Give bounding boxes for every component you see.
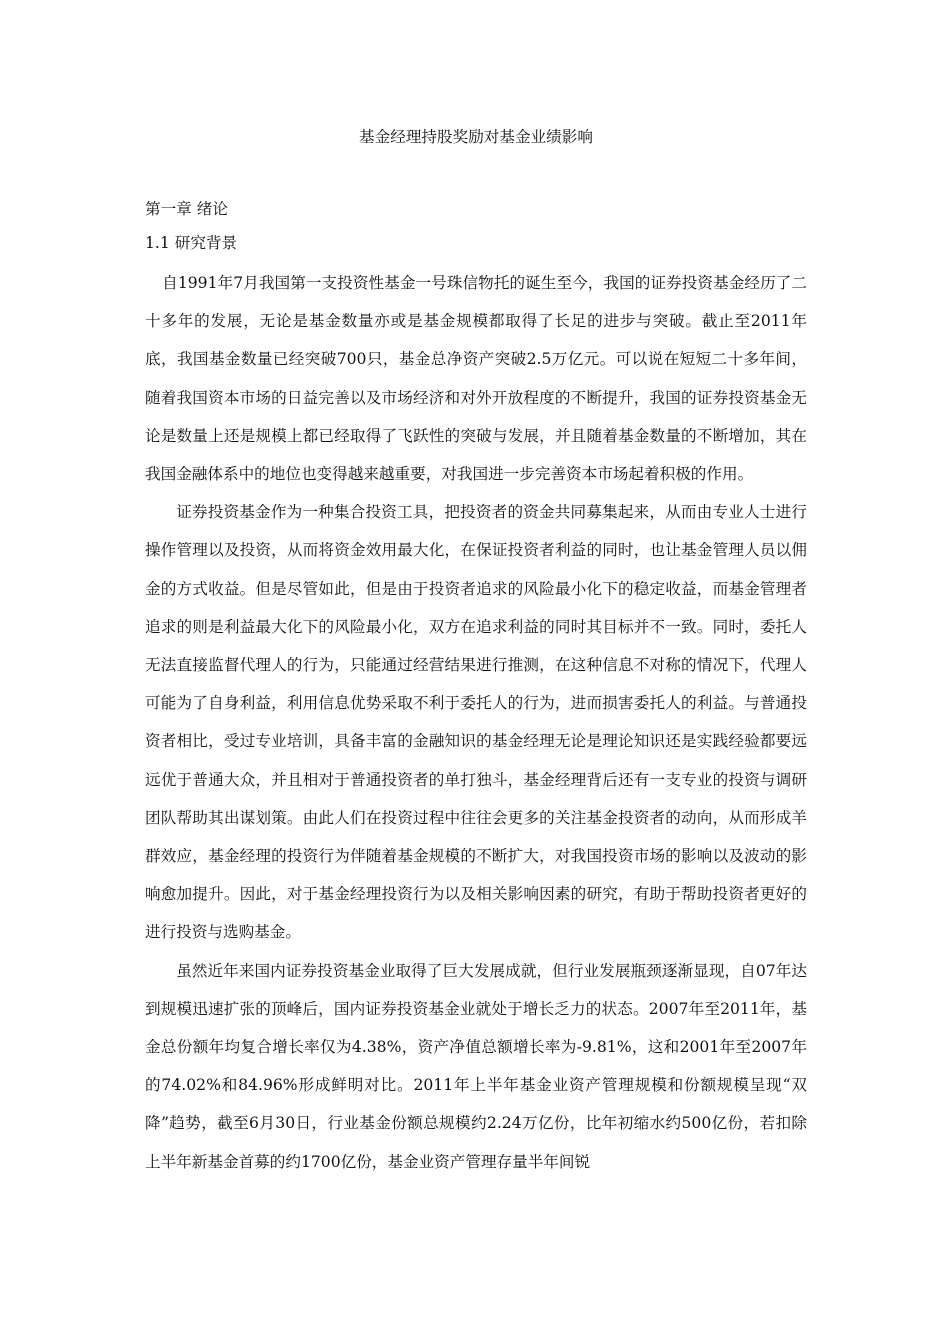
paragraph: 自1991年7月我国第一支投资性基金一号珠信物托的诞生至今，我国的证券投资基金经历了二十多年的发展，无论是基金数量亦或是基金规模都取得了长足的进步与突破。截止至2011年底，我国基金数量已经突破700只，基金总净资产突破2.5万亿元。可以说在短短二十多年间，随着我国资本市场的日益完善以及市场经济和对外开放程度的不断提升，我国的证券投资基金无论是数量上还是规模上都已经取得了飞跃性的突破与发展，并且随着基金数量的不断增加，其在我国金融体系中的地位也变得越来越重要，对我国进一步完善资本市场起着积极的作用。 bbox=[145, 274, 807, 484]
paragraph: 证券投资基金作为一种集合投资工具，把投资者的资金共同募集起来，从而由专业人士进行操作管理以及投资，从而将资金效用最大化，在保证投资者利益的同时，也让基金管理人员以佣金的方式收益。但是尽管如此，但是由于投资者追求的风险最小化下的稳定收益，而基金管理者追求的则是利益最大化下的风险最小化，双方在追求利益的同时其目标并不一致。同时，委托人无法直接监督代理人的行为，只能通过经营结果进行推测，在这种信息不对称的情况下，代理人可能为了自身利益，利用信息优势采取不利于委托人的行为，进而损害委托人的利益。与普通投资者相比，受过专业培训，具备丰富的金融知识的基金经理无论是理论知识还是实践经验都要远远优于普通大众，并且相对于普通投资者的单打独斗，基金经理背后还有一支专业的投资与调研团队帮助其出谋划策。由此人们在投资过程中往往会更多的关注基金投资者的动向，从而形成羊群效应，基金经理的投资行为伴随着基金规模的不断扩大，对我国投资市场的影响以及波动的影响愈加提升。因此，对于基金经理投资行为以及相关影响因素的研究，有助于帮助投资者更好的进行投资与选购基金。 bbox=[145, 503, 807, 942]
document-title: 基金经理持股奖励对基金业绩影响 bbox=[359, 128, 593, 146]
section-heading: 1.1 研究背景 bbox=[145, 234, 238, 252]
paragraph: 虽然近年来国内证券投资基金业取得了巨大发展成就，但行业发展瓶颈逐渐显现，自07年达到规模迅速扩张的顶峰后，国内证券投资基金业就处于增长乏力的状态。2007年至2011年，基金总份额年均复合增长率仅为4.38%，资产净值总额增长率为-9.81%，这和2001年至2007年的74.02%和84.96%形成鲜明对比。2011年上半年基金业资产管理规模和份额规模呈现“双降”趋势，截至6月30日，行业基金份额总规模约2.24万亿份，比年初缩水约500亿份，若扣除上半年新基金首募的约1700亿份，基金业资产管理存量半年间锐 bbox=[145, 961, 807, 1171]
document-body bbox=[145, 124, 807, 1181]
chapter-heading: 第一章 绪论 bbox=[145, 200, 228, 218]
